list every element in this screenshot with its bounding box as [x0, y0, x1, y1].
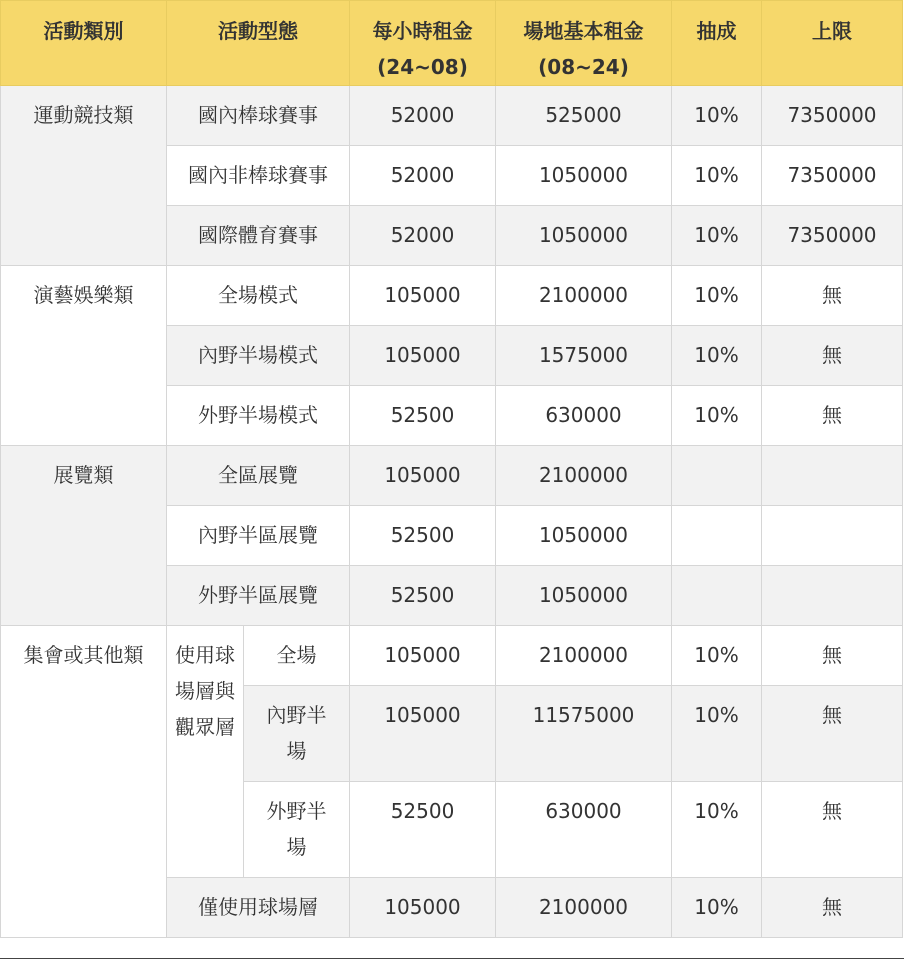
type-cell: 內野半場模式	[167, 326, 350, 386]
commission-cell: 10%	[672, 146, 762, 206]
hourly-cell: 52500	[350, 386, 496, 446]
type-cell: 外野半場模式	[167, 386, 350, 446]
commission-cell	[672, 566, 762, 626]
commission-cell: 10%	[672, 626, 762, 686]
type-cell: 內野半場	[244, 686, 350, 782]
commission-cell: 10%	[672, 386, 762, 446]
table-row	[1, 86, 903, 146]
header-type: 活動型態	[167, 1, 350, 86]
hourly-cell: 105000	[350, 626, 496, 686]
base-cell: 525000	[496, 86, 672, 146]
cap-cell: 7350000	[762, 206, 903, 266]
base-cell: 630000	[496, 782, 672, 878]
cap-cell	[762, 446, 903, 506]
hourly-cell: 105000	[350, 266, 496, 326]
type-cell: 僅使用球場層	[167, 878, 350, 938]
hourly-cell: 105000	[350, 326, 496, 386]
type-cell: 國內非棒球賽事	[167, 146, 350, 206]
table-row	[1, 626, 903, 686]
cap-cell: 無	[762, 686, 903, 782]
header-commission: 抽成	[672, 1, 762, 86]
base-cell: 2100000	[496, 446, 672, 506]
category-cell: 展覽類	[1, 446, 167, 626]
header-base-rent: 場地基本租金 (08~24)	[496, 1, 672, 86]
table-row	[1, 266, 903, 326]
base-cell: 2100000	[496, 878, 672, 938]
cap-cell	[762, 506, 903, 566]
commission-cell: 10%	[672, 206, 762, 266]
base-cell: 1050000	[496, 566, 672, 626]
cap-cell: 無	[762, 878, 903, 938]
category-cell: 演藝娛樂類	[1, 266, 167, 446]
commission-cell: 10%	[672, 326, 762, 386]
hourly-cell: 105000	[350, 686, 496, 782]
cap-cell: 7350000	[762, 86, 903, 146]
type-cell: 外野半場	[244, 782, 350, 878]
cap-cell: 無	[762, 386, 903, 446]
commission-cell: 10%	[672, 686, 762, 782]
cap-cell: 無	[762, 626, 903, 686]
base-cell: 11575000	[496, 686, 672, 782]
hourly-cell: 52500	[350, 506, 496, 566]
category-cell: 運動競技類	[1, 86, 167, 266]
hourly-cell: 52000	[350, 86, 496, 146]
type-cell: 國際體育賽事	[167, 206, 350, 266]
header-category: 活動類別	[1, 1, 167, 86]
base-cell: 1050000	[496, 206, 672, 266]
hourly-cell: 105000	[350, 878, 496, 938]
base-cell: 2100000	[496, 626, 672, 686]
commission-cell	[672, 506, 762, 566]
base-cell: 1050000	[496, 506, 672, 566]
category-cell: 集會或其他類	[1, 626, 167, 938]
base-cell: 1050000	[496, 146, 672, 206]
hourly-cell: 52500	[350, 566, 496, 626]
type-cell: 內野半區展覽	[167, 506, 350, 566]
cap-cell	[762, 566, 903, 626]
base-cell: 1575000	[496, 326, 672, 386]
cap-cell: 無	[762, 782, 903, 878]
commission-cell: 10%	[672, 782, 762, 878]
hourly-cell: 52000	[350, 206, 496, 266]
hourly-cell: 105000	[350, 446, 496, 506]
type-cell: 國內棒球賽事	[167, 86, 350, 146]
base-cell: 630000	[496, 386, 672, 446]
commission-cell: 10%	[672, 266, 762, 326]
header-hourly-rent: 每小時租金 (24~08)	[350, 1, 496, 86]
type-cell: 全場模式	[167, 266, 350, 326]
header-row	[1, 1, 903, 86]
commission-cell: 10%	[672, 86, 762, 146]
subcategory-cell: 使用球場層與觀眾層	[167, 626, 244, 878]
type-cell: 全場	[244, 626, 350, 686]
commission-cell: 10%	[672, 878, 762, 938]
type-cell: 外野半區展覽	[167, 566, 350, 626]
table-row	[1, 446, 903, 506]
cap-cell: 7350000	[762, 146, 903, 206]
commission-cell	[672, 446, 762, 506]
hourly-cell: 52500	[350, 782, 496, 878]
cap-cell: 無	[762, 266, 903, 326]
base-cell: 2100000	[496, 266, 672, 326]
header-cap: 上限	[762, 1, 903, 86]
type-cell: 全區展覽	[167, 446, 350, 506]
cap-cell: 無	[762, 326, 903, 386]
hourly-cell: 52000	[350, 146, 496, 206]
bottom-divider	[0, 958, 904, 959]
